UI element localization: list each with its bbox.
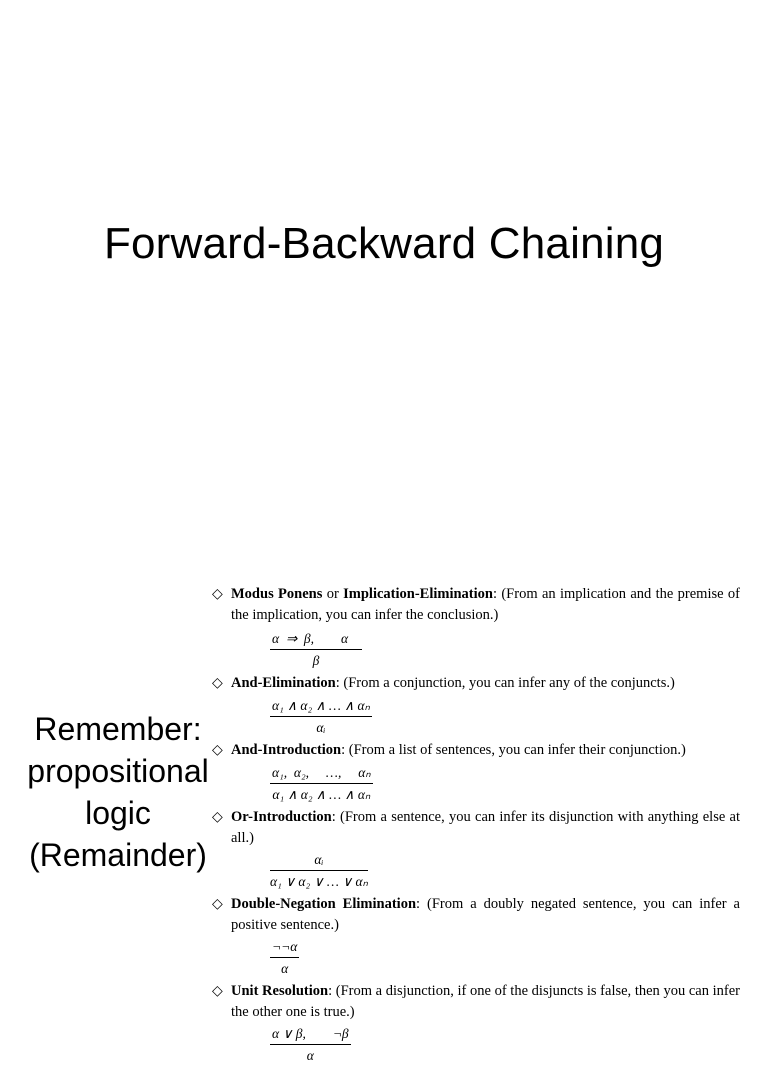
rule-description bbox=[212, 740, 740, 761]
rule-connector: or bbox=[322, 586, 344, 602]
diamond-bullet-icon: ◇ bbox=[212, 676, 223, 691]
rule-explanation: : (From a sentence, you can infer its disjunction with anything else at all.) bbox=[231, 809, 740, 846]
inference-fraction bbox=[270, 938, 299, 977]
fraction-conclusion: β bbox=[312, 653, 320, 668]
rule-or-introduction bbox=[212, 807, 740, 894]
fraction-conclusion: αᵢ bbox=[316, 720, 326, 735]
rule-alt-name: Implication-Elimination bbox=[343, 586, 493, 602]
rule-double-negation-elimination bbox=[212, 894, 740, 981]
inference-fraction bbox=[270, 697, 372, 736]
slide-title: Forward-Backward Chaining bbox=[103, 219, 665, 268]
rule-description bbox=[212, 584, 740, 625]
fraction-conclusion: α bbox=[281, 961, 289, 976]
rule-explanation: : (From a disjunction, if one of the disjuncts is false, then you can infer the other one is true.) bbox=[231, 983, 740, 1020]
fraction-premise: α ⇒ β, α bbox=[270, 630, 362, 650]
fraction-premise: αᵢ bbox=[270, 851, 368, 871]
inference-fraction bbox=[270, 851, 368, 890]
rule-unit-resolution bbox=[212, 981, 740, 1068]
inference-fraction bbox=[270, 764, 373, 803]
side-label-line: logic bbox=[85, 795, 151, 831]
rule-explanation: : (From a list of sentences, you can infer their conjunction.) bbox=[341, 742, 686, 758]
fraction-conclusion: α₁ ∧ α₂ ∧ … ∧ αₙ bbox=[272, 787, 371, 802]
inference-rules-figure bbox=[212, 584, 740, 1068]
rule-name: And-Elimination bbox=[231, 675, 336, 691]
rule-and-introduction bbox=[212, 740, 740, 807]
diamond-bullet-icon: ◇ bbox=[212, 897, 223, 912]
rule-description bbox=[212, 673, 740, 694]
rule-description bbox=[212, 807, 740, 848]
side-label bbox=[20, 708, 216, 876]
fraction-premise: ¬¬α bbox=[270, 938, 299, 958]
rule-name: Unit Resolution bbox=[231, 983, 329, 999]
rule-name: Double-Negation Elimination bbox=[231, 896, 417, 912]
fraction-conclusion: α bbox=[306, 1048, 314, 1063]
rule-name: And-Introduction bbox=[231, 742, 342, 758]
rule-modus-ponens bbox=[212, 584, 740, 673]
diamond-bullet-icon: ◇ bbox=[212, 587, 223, 602]
inference-fraction bbox=[270, 1025, 351, 1064]
side-label-line: Remember: bbox=[34, 711, 202, 747]
fraction-premise: α₁ ∧ α₂ ∧ … ∧ αₙ bbox=[270, 697, 372, 717]
diamond-bullet-icon: ◇ bbox=[212, 743, 223, 758]
rule-explanation: : (From a doubly negated sentence, you can infer a positive sentence.) bbox=[231, 896, 740, 933]
rule-explanation: : (From an implication and the premise of the implication, you can infer the conclusion.) bbox=[231, 586, 740, 623]
fraction-premise: α ∨ β, ¬β bbox=[270, 1025, 351, 1045]
side-label-line: (Remainder) bbox=[29, 837, 207, 873]
fraction-conclusion: α₁ ∨ α₂ ∨ … ∨ αₙ bbox=[270, 874, 368, 889]
diamond-bullet-icon: ◇ bbox=[212, 984, 223, 999]
fraction-premise: α₁, α₂, …, αₙ bbox=[270, 764, 373, 784]
rule-description bbox=[212, 894, 740, 935]
rule-description bbox=[212, 981, 740, 1022]
rule-name: Modus Ponens bbox=[231, 586, 323, 602]
inference-fraction bbox=[270, 630, 362, 669]
diamond-bullet-icon: ◇ bbox=[212, 810, 223, 825]
rule-explanation: : (From a conjunction, you can infer any of the conjuncts.) bbox=[335, 675, 675, 691]
side-label-line: propositional bbox=[27, 753, 209, 789]
rule-name: Or-Introduction bbox=[231, 809, 332, 825]
rule-and-elimination bbox=[212, 673, 740, 740]
